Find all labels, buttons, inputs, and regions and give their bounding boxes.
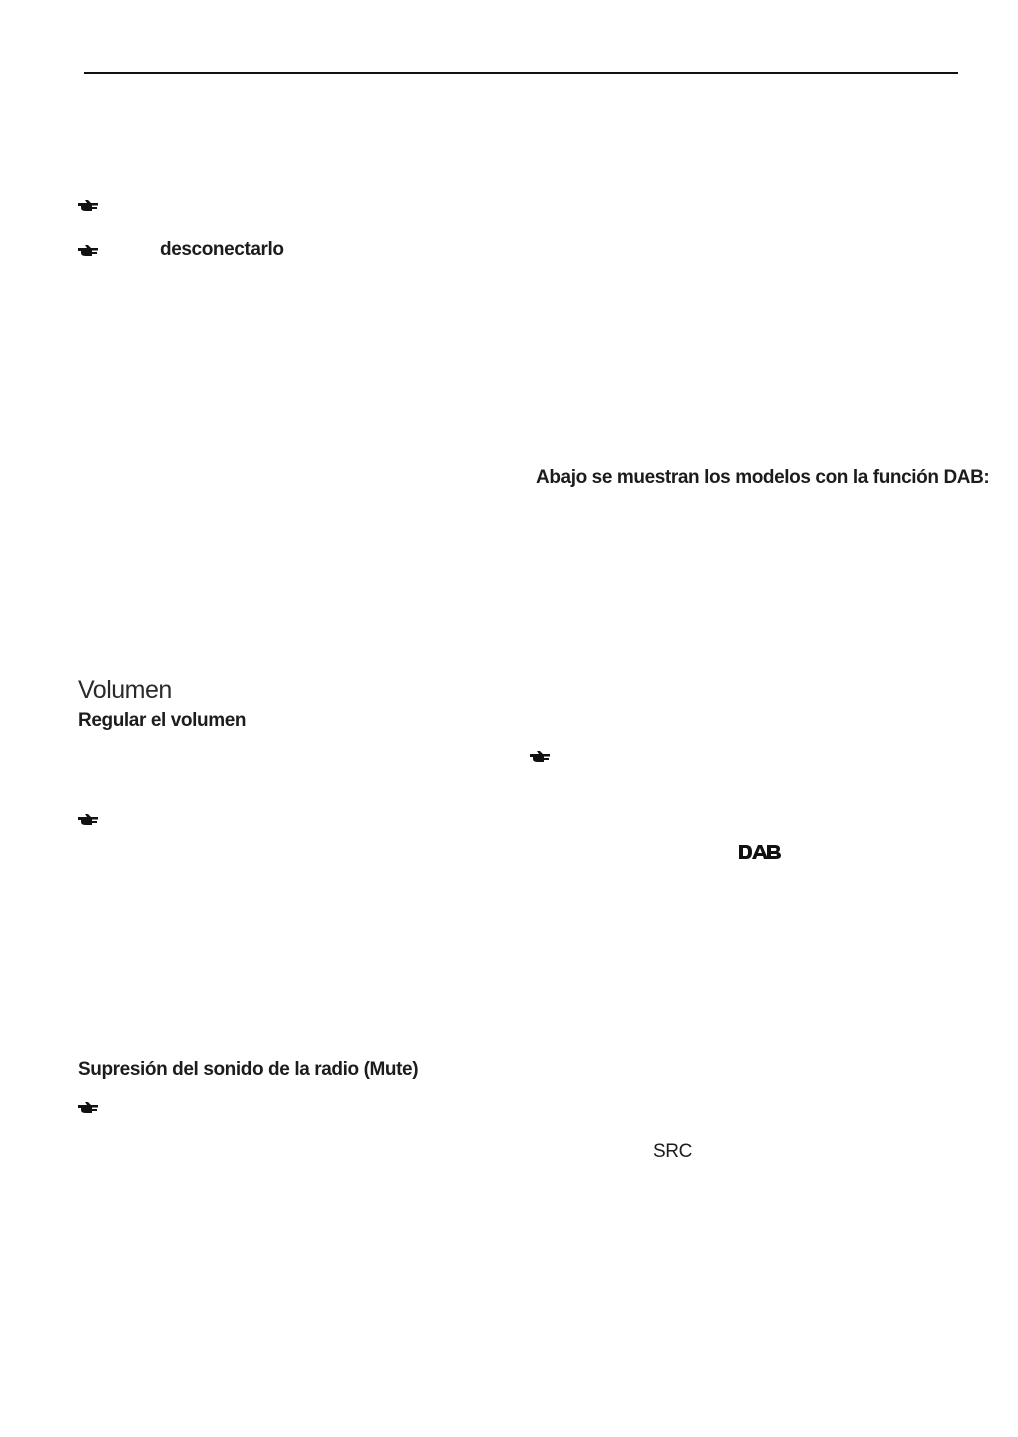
pointing-hand-icon [78, 1101, 100, 1115]
pointing-hand-icon [530, 750, 552, 764]
dab-models-intro: Abajo se muestran los modelos con la función DAB: [536, 467, 990, 488]
pointing-hand-icon [78, 813, 100, 827]
section-subtitle-adjust-volume: Regular el volumen [78, 710, 247, 731]
note-text-desconectarlo: desconectarlo [160, 239, 284, 260]
src-label: SRC [653, 1141, 692, 1162]
section-title-volume: Volumen [78, 676, 172, 704]
pointing-hand-icon [78, 199, 100, 213]
dab-logo-icon [738, 843, 782, 861]
pointing-hand-icon [78, 244, 100, 258]
header-rule [84, 72, 958, 74]
section-subtitle-mute: Supresión del sonido de la radio (Mute) [78, 1059, 419, 1080]
